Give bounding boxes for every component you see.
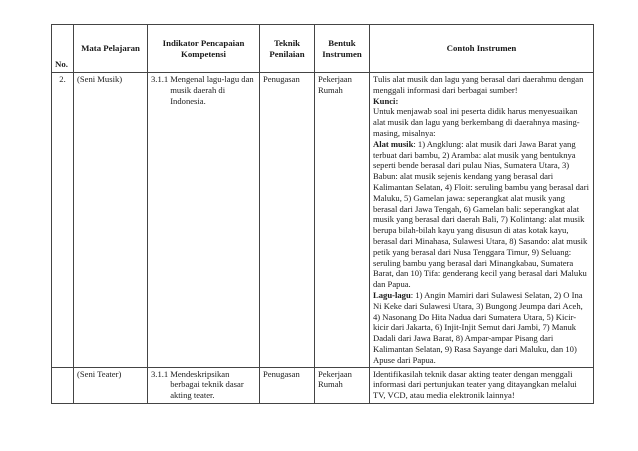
row-indikator [148,73,260,368]
row-no [52,367,74,403]
header-no: No. [52,25,74,73]
alat-musik-label: Alat musik [373,138,414,149]
row-indikator [148,367,260,403]
row-bentuk: Pekerjaan Rumah [315,73,370,368]
row-bentuk: Pekerjaan Rumah [315,367,370,403]
header-indikator: Indikator Pencapaian Kompetensi [148,25,260,73]
row-teknik: Penugasan [260,73,315,368]
row-teknik: Penugasan [260,367,315,403]
header-row [52,25,594,73]
lagu-text: : 1) Angin Mamiri dari Sulawesi Selatan, 2) O Ina Ni Keke dari Sulawesi Utara, 3) Bungong Jeumpa dari Aceh, 4) Nasonang Do Hita Nadua dari Sumatera Utara, 5) Kicir-kicir dari Jakarta, 6) Injit-Injit Semut dari Jambi, 7) Manuk Dadali dari Jawa Barat, 8) Ampar-ampar Pisang dari Kalimantan Selatan, 9) Rasa Sayange dari Maluku, dan 10) Apuse dari Papua. [373,289,583,365]
instrument-question: Tulis alat musik dan lagu yang berasal dari daerahmu dengan menggali informasi dari berbagai sumber! [373,74,584,95]
indikator-text: Mengenal lagu-lagu dan musik daerah di Indonesia. [170,74,254,106]
header-mata-pelajaran: Mata Pelajaran [74,25,148,73]
indikator-text: Mendeskripsikan berbagai teknik dasar akting teater. [170,368,244,401]
row-contoh [370,73,594,368]
indikator-number: 3.1.1 [151,74,169,84]
table-row [52,367,594,403]
alat-musik-answer [373,139,589,290]
header-teknik: Teknik Penilaian [260,25,315,73]
table-row [52,73,594,368]
row-no: 2. [52,73,74,368]
kunci-intro: Untuk menjawab soal ini peserta didik harus menyesuaikan alat musik dan lagu yang berkembang di daerahnya masing-masing, misalnya: [373,106,580,138]
indikator-number: 3.1.1 [151,368,169,379]
row-mapel: (Seni Musik) [74,73,148,368]
header-contoh: Contoh Instrumen [370,25,594,73]
instrument-table [51,24,594,404]
kunci-label: Kunci: [373,95,399,106]
alat-musik-text: : 1) Angklung: alat musik dari Jawa Barat yang terbuat dari bambu, 2) Aramba: alat musik yang bentuknya seperti bende berasal dari pulau Nias, Sumatera Utara, 3) Babun: alat musik sejenis kendang yang berasal dari Kalimantan Selatan, 4) Floit: seruling bambu yang berasal dari Maluku, 5) Gamelan jawa: seperangkat alat musik yang berasal dari Jawa Tengah, 6) Gamelan bali: seperangkat alat musik yang berasal dari daerah Bali, 7) Kolintang: alat musik berupa bilah-bilah kayu yang disusun di atas kotak kayu, berasal dari Minahasa, Sulawesi Utara, 8) Sasando: alat musik petik yang berasal dari Nusa Tenggara Timur, 9) Seluang: seruling bambu yang berasal dari Minangkabau, Sumatera Barat, dan 10) Tifa: genderang kecil yang berasal dari Maluku dan Papua. [373,138,589,290]
lagu-answer [373,290,589,366]
row-contoh: Identifikasilah teknik dasar akting teater dengan menggali informasi dari pertunjukan teater yang ditayangkan melalui TV, VCD, atau media elektronik lainnya! [370,367,594,403]
header-bentuk: Bentuk Instrumen [315,25,370,73]
lagu-label: Lagu-lagu [373,289,411,300]
row-mapel: (Seni Teater) [74,367,148,403]
